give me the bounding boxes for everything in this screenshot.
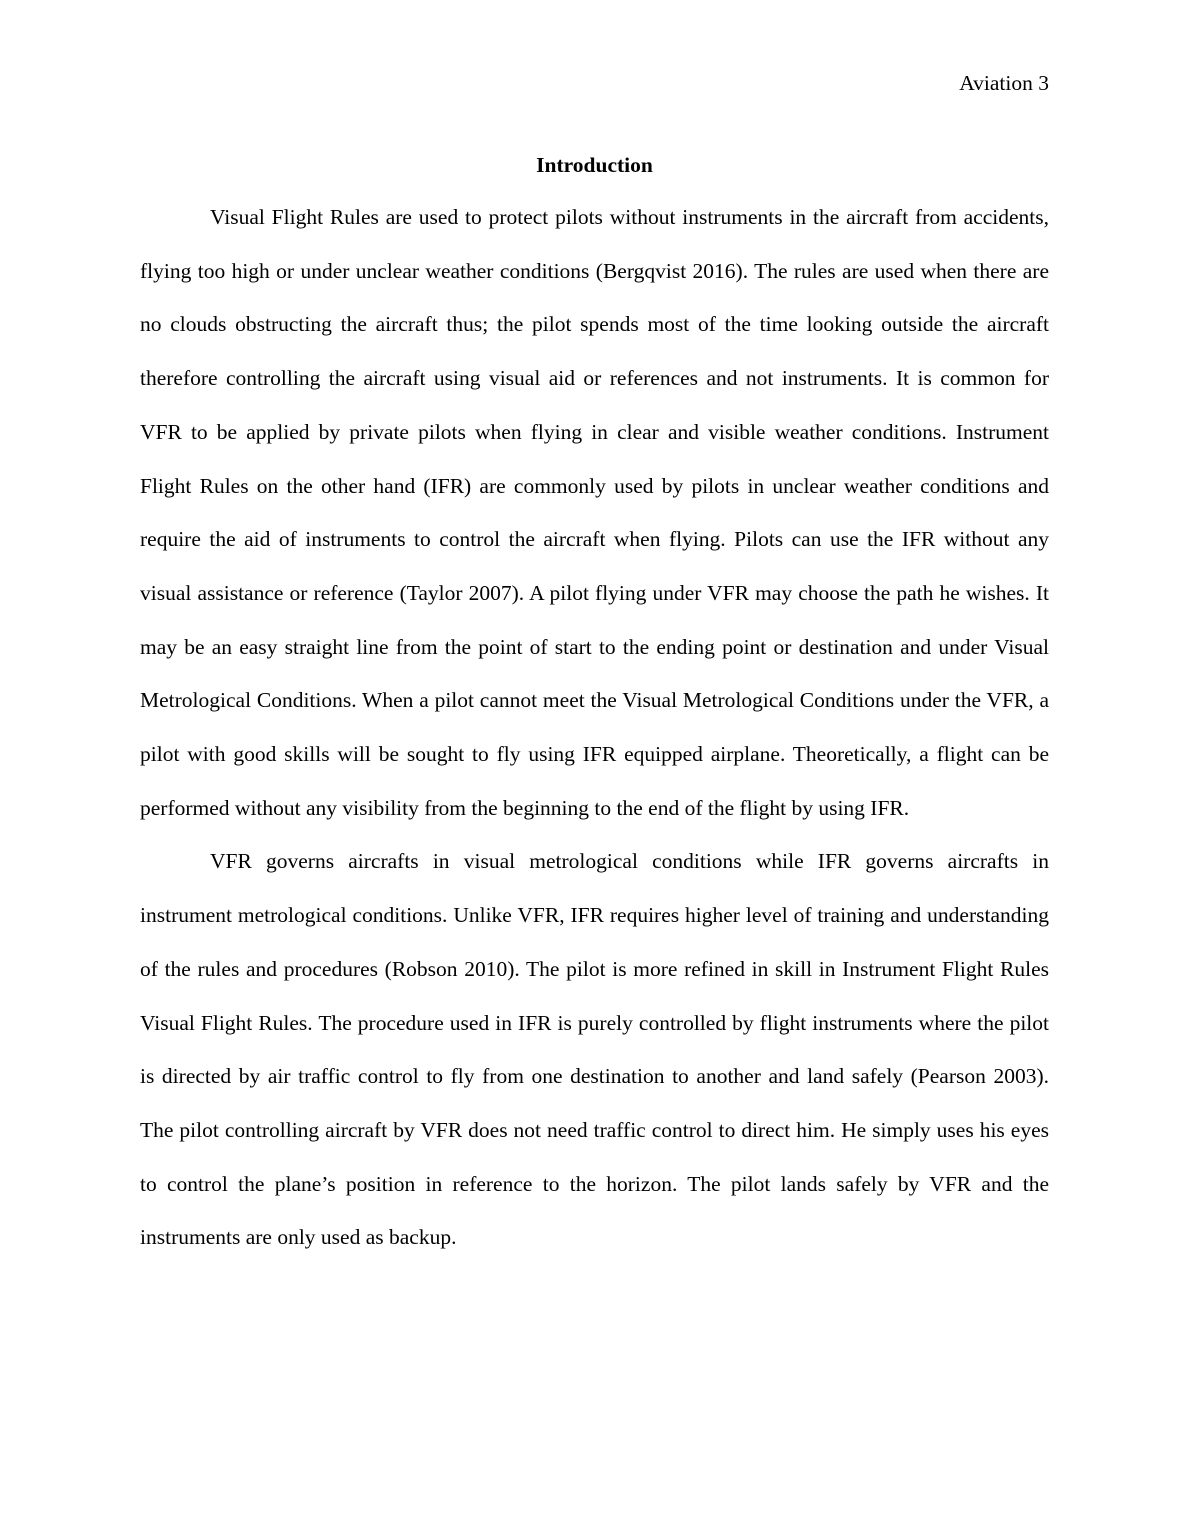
document-body — [140, 148, 1049, 1265]
paragraph-1: Visual Flight Rules are used to protect pilots without instruments in the aircraft from accidents, flying too high or under unclear weather conditions (Bergqvist 2016). The rules are used when there are no clouds obstructing the aircraft thus; the pilot spends most of the time looking outside the aircraft therefore controlling the aircraft using visual aid or references and not instruments. It is common for VFR to be applied by private pilots when flying in clear and visible weather conditions. Instrument Flight Rules on the other hand (IFR) are commonly used by pilots in unclear weather conditions and require the aid of instruments to control the aircraft when flying. Pilots can use the IFR without any visual assistance or reference (Taylor 2007). A pilot flying under VFR may choose the path he wishes. It may be an easy straight line from the point of start to the ending point or destination and under Visual Metrological Conditions. When a pilot cannot meet the Visual Metrological Conditions under the VFR, a pilot with good skills will be sought to fly using IFR equipped airplane. Theoretically, a flight can be performed without any visibility from the beginning to the end of the flight by using IFR. — [140, 205, 1049, 820]
section-heading: Introduction — [536, 153, 653, 177]
running-head: Aviation 3 — [959, 71, 1049, 95]
paragraph-2: VFR governs aircrafts in visual metrological conditions while IFR governs aircrafts in instrument metrological conditions. Unlike VFR, IFR requires higher level of training and understanding of the rules and procedures (Robson 2010). The pilot is more refined in skill in Instrument Flight Rules Visual Flight Rules. The procedure used in IFR is purely controlled by flight instruments where the pilot is directed by air traffic control to fly from one destination to another and land safely (Pearson 2003). The pilot controlling aircraft by VFR does not need traffic control to direct him. He simply uses his eyes to control the plane’s position in reference to the horizon. The pilot lands safely by VFR and the instruments are only used as backup. — [140, 849, 1049, 1250]
